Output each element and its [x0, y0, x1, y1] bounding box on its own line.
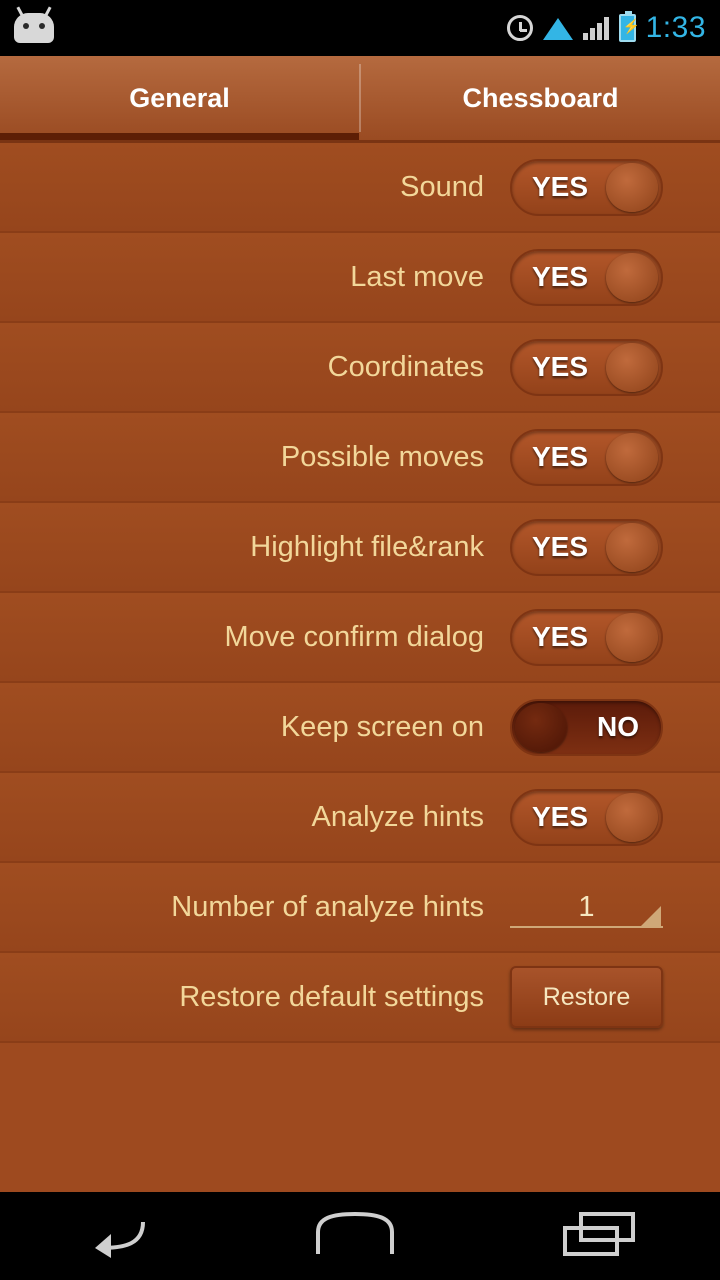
setting-control	[510, 249, 720, 306]
setting-row-analyze-hints[interactable]	[0, 773, 720, 863]
status-bar-right	[507, 11, 706, 45]
tab-bar	[0, 56, 720, 140]
settings-list	[0, 143, 720, 1043]
setting-label: Highlight file&rank	[250, 530, 484, 563]
setting-control	[510, 609, 720, 666]
setting-label: Keep screen on	[280, 710, 484, 743]
setting-row-keep-screen-on[interactable]	[0, 683, 720, 773]
toggle-knob	[606, 163, 658, 212]
spinner-underline	[510, 926, 663, 928]
setting-label: Sound	[400, 170, 484, 203]
recents-icon[interactable]	[559, 1208, 639, 1265]
spinner-value: 1	[578, 890, 595, 923]
setting-label: Move confirm dialog	[224, 620, 484, 653]
toggle-value: YES	[532, 531, 589, 562]
toggle-keep-screen-on[interactable]	[510, 699, 663, 756]
setting-row-possible-moves[interactable]	[0, 413, 720, 503]
setting-label: Restore default settings	[179, 980, 484, 1013]
setting-label: Coordinates	[327, 350, 484, 383]
setting-row-number-of-analyze-hints[interactable]	[0, 863, 720, 953]
signal-icon	[583, 16, 609, 40]
setting-label: Number of analyze hints	[171, 890, 484, 923]
setting-label: Last move	[350, 260, 484, 293]
alarm-icon	[507, 15, 533, 41]
setting-control	[510, 159, 720, 216]
setting-control	[510, 966, 720, 1028]
setting-row-coordinates[interactable]	[0, 323, 720, 413]
toggle-highlight-file-rank[interactable]	[510, 519, 663, 576]
toggle-move-confirm-dialog[interactable]	[510, 609, 663, 666]
setting-control	[510, 879, 720, 936]
setting-row-sound[interactable]	[0, 143, 720, 233]
toggle-knob	[606, 343, 658, 392]
toggle-sound[interactable]	[510, 159, 663, 216]
spinner-number-of-analyze-hints[interactable]	[510, 879, 663, 936]
toggle-coordinates[interactable]	[510, 339, 663, 396]
setting-control	[510, 339, 720, 396]
navigation-bar	[0, 1192, 720, 1280]
tab-general-label: General	[129, 82, 230, 113]
battery-charging-icon	[619, 14, 636, 42]
setting-row-highlight-file-rank[interactable]	[0, 503, 720, 593]
toggle-knob	[606, 613, 658, 662]
setting-control	[510, 429, 720, 486]
back-icon[interactable]	[81, 1208, 151, 1265]
toggle-knob	[606, 793, 658, 842]
toggle-value: YES	[532, 261, 589, 292]
status-bar-left	[14, 13, 507, 43]
setting-row-restore-default-settings[interactable]	[0, 953, 720, 1043]
toggle-possible-moves[interactable]	[510, 429, 663, 486]
restore-button[interactable]	[510, 966, 663, 1028]
setting-control	[510, 789, 720, 846]
toggle-knob	[606, 433, 658, 482]
empty-area	[0, 1043, 720, 1192]
toggle-value: YES	[532, 351, 589, 382]
toggle-knob	[515, 703, 567, 752]
setting-control	[510, 699, 720, 756]
restore-button-label: Restore	[542, 982, 631, 1011]
chevron-down-icon	[641, 906, 661, 926]
setting-label: Possible moves	[280, 440, 484, 473]
toggle-knob	[606, 253, 658, 302]
setting-row-last-move[interactable]	[0, 233, 720, 323]
toggle-analyze-hints[interactable]	[510, 789, 663, 846]
wifi-icon	[543, 16, 573, 40]
toggle-value: YES	[532, 621, 589, 652]
toggle-knob	[606, 523, 658, 572]
tab-chessboard-label: Chessboard	[462, 82, 619, 113]
toggle-value: YES	[532, 441, 589, 472]
setting-control	[510, 519, 720, 576]
toggle-value: YES	[532, 171, 589, 202]
setting-label: Analyze hints	[311, 800, 484, 833]
android-head-icon	[14, 13, 54, 43]
toggle-value: NO	[597, 711, 639, 742]
status-bar	[0, 0, 720, 56]
toggle-last-move[interactable]	[510, 249, 663, 306]
home-icon[interactable]	[312, 1208, 398, 1265]
toggle-value: YES	[532, 801, 589, 832]
tab-chessboard[interactable]	[361, 56, 720, 140]
status-clock: 1:33	[645, 11, 706, 44]
setting-row-move-confirm-dialog[interactable]	[0, 593, 720, 683]
tab-general[interactable]	[0, 56, 359, 140]
